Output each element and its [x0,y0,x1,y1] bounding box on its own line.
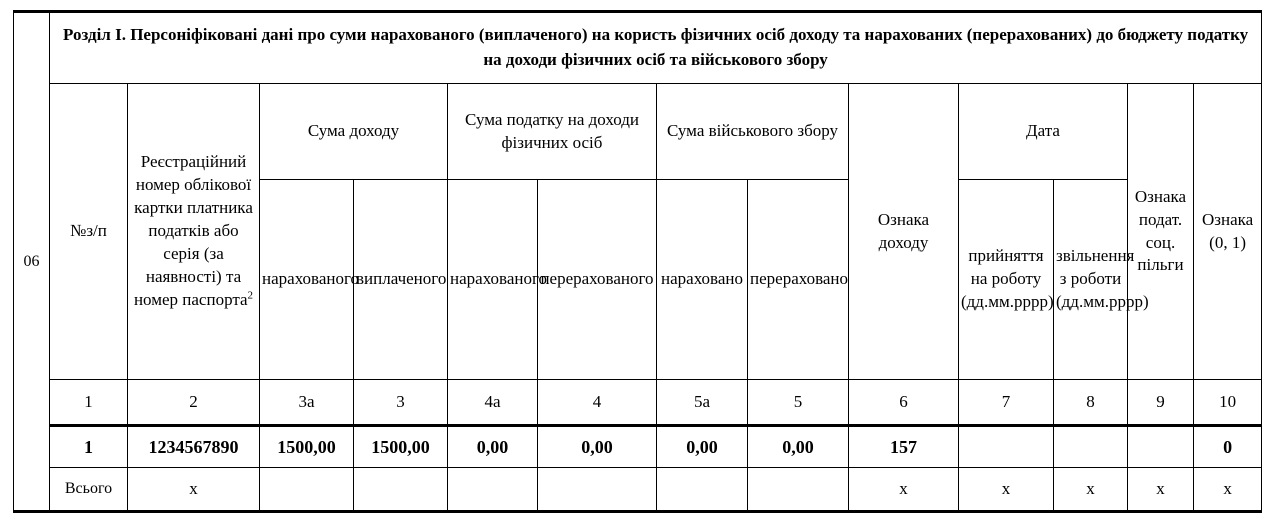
column-number: 5 [748,380,849,426]
header-date-fired: звільнення з роботи (дд.мм.рррр) [1054,180,1128,380]
total-row [14,468,1262,512]
total-tax-transferred[interactable] [538,468,657,512]
column-number: 3 [354,380,448,426]
column-number: 6 [849,380,959,426]
cell-date-hired[interactable] [959,426,1054,468]
header-row-number: №з/п [50,84,128,380]
cell-income-accrued[interactable]: 1500,00 [260,426,354,468]
header-military-accrued: нараховано [657,180,748,380]
header-military-transferred: перераховано [748,180,849,380]
column-number: 2 [128,380,260,426]
column-number: 4а [448,380,538,426]
total-label: Всього [50,468,128,512]
header-flag: Ознака (0, 1) [1194,84,1262,380]
cell-date-fired[interactable] [1054,426,1128,468]
total-date-fired: x [1054,468,1128,512]
column-number: 8 [1054,380,1128,426]
cell-registration-number[interactable]: 1234567890 [128,426,260,468]
cell-income-paid[interactable]: 1500,00 [354,426,448,468]
total-income-accrued[interactable] [260,468,354,512]
total-tax-benefit: x [1128,468,1194,512]
total-flag: x [1194,468,1262,512]
header-income-sign: Ознака доходу [849,84,959,380]
cell-military-accrued[interactable]: 0,00 [657,426,748,468]
header-income-accrued: нарахованого [260,180,354,380]
total-income-paid[interactable] [354,468,448,512]
column-number: 7 [959,380,1054,426]
header-tax-transferred: перерахованого [538,180,657,380]
column-number: 5а [657,380,748,426]
header-income-amount: Сума доходу [260,84,448,180]
cell-tax-accrued[interactable]: 0,00 [448,426,538,468]
column-number: 3а [260,380,354,426]
header-registration-text: Реєстраційний номер облікової картки платника податків або серія (за наявності) та номер паспорта [133,152,253,309]
header-registration-number [128,84,260,380]
total-tax-accrued[interactable] [448,468,538,512]
header-tax-amount: Сума податку на доходи фізичних осіб [448,84,657,180]
data-row [14,426,1262,468]
section-1-table [13,10,1262,513]
cell-row-number[interactable]: 1 [50,426,128,468]
total-military-transferred[interactable] [748,468,849,512]
cell-tax-transferred[interactable]: 0,00 [538,426,657,468]
column-number: 4 [538,380,657,426]
total-income-sign: x [849,468,959,512]
section-code: 06 [14,12,50,512]
header-military-levy: Сума військового збору [657,84,849,180]
cell-tax-benefit[interactable] [1128,426,1194,468]
column-numbers-row [14,380,1262,426]
header-tax-accrued: нарахованого [448,180,538,380]
cell-military-transferred[interactable]: 0,00 [748,426,849,468]
cell-income-sign[interactable]: 157 [849,426,959,468]
column-number: 10 [1194,380,1262,426]
column-number: 9 [1128,380,1194,426]
header-date-hired: прийняття на роботу (дд.мм.рррр) [959,180,1054,380]
header-tax-benefit-sign: Ознака подат. соц. пільги [1128,84,1194,380]
total-date-hired: x [959,468,1054,512]
total-registration: x [128,468,260,512]
total-military-accrued[interactable] [657,468,748,512]
column-number: 1 [50,380,128,426]
header-date: Дата [959,84,1128,180]
footnote-marker: 2 [247,289,254,302]
section-title: Розділ І. Персоніфіковані дані про суми нарахованого (виплаченого) на користь фізичних осіб доходу та нарахованих (перерахованих) до бюджету податку на доходи фізичних осіб та військового збору [50,12,1262,84]
header-income-paid: виплаченого [354,180,448,380]
cell-flag[interactable]: 0 [1194,426,1262,468]
